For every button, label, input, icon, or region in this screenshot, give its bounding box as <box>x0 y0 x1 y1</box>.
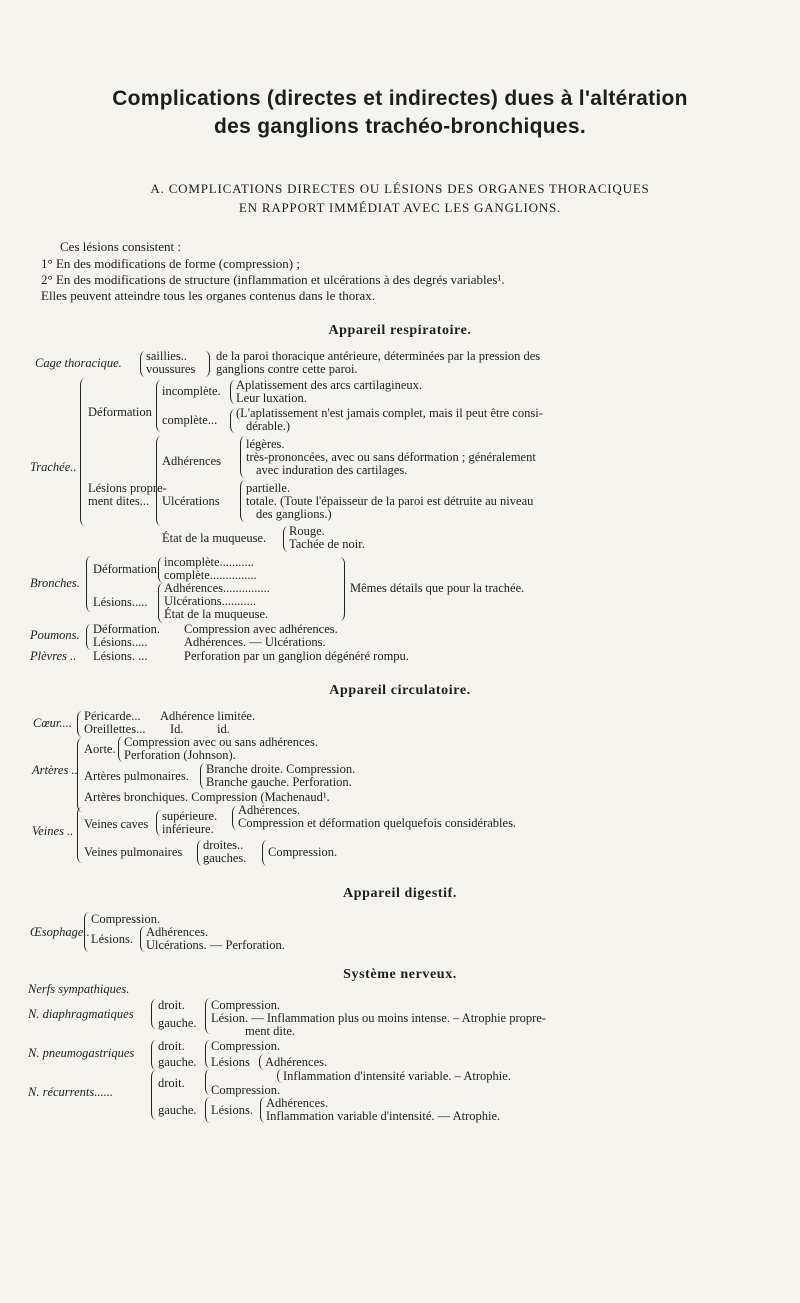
droites: droites.. <box>203 838 244 852</box>
brace <box>259 1054 264 1070</box>
label-nerfs-sympathiques: Nerfs sympathiques. <box>28 982 130 996</box>
recurrents-adherences: Adhérences. <box>266 1096 329 1110</box>
trachee-ulcerations: Ulcérations <box>162 494 220 508</box>
bronches-deformation: Déformation <box>93 562 157 576</box>
recurrents-lesions: Lésions. <box>211 1103 254 1117</box>
bronches-ulcerations: Ulcérations........... <box>164 594 256 608</box>
label-cage-thoracique: Cage thoracique. <box>35 356 122 370</box>
pneumo-compression: Compression. <box>211 1039 281 1053</box>
diaphrag-compression: Compression. <box>211 998 281 1012</box>
label-n-diaphragmatiques: N. diaphragmatiques <box>28 1007 134 1021</box>
brace <box>205 1069 210 1095</box>
brace <box>232 806 237 830</box>
idem-1: Id. <box>170 722 184 736</box>
aplatissement-2a: (L'aplatissement n'est jamais complet, mais il peut être consi- <box>236 406 543 420</box>
pneumo-lesions: Lésions <box>211 1055 250 1069</box>
pneumo-adherences: Adhérences. <box>265 1055 328 1069</box>
label-oesophage: Œsophage.. <box>30 925 90 939</box>
branche-gauche: Branche gauche. Perforation. <box>206 775 352 789</box>
recurrents-gauche: gauche. <box>158 1103 197 1117</box>
plevres-lesions: Lésions. ... <box>93 649 148 663</box>
label-n-pneumogastriques: N. pneumogastriques <box>28 1046 135 1060</box>
oesophage-lesions: Lésions. <box>91 932 134 946</box>
diaphrag-gauche: gauche. <box>158 1016 197 1030</box>
pneumo-droit: droit. <box>158 1039 185 1053</box>
lesions-propre-a: Lésions propre- <box>88 481 167 495</box>
pneumo-gauche: gauche. <box>158 1055 197 1069</box>
brace <box>77 807 82 863</box>
brace <box>200 763 205 789</box>
recurrents-compression: Compression. <box>211 1083 281 1097</box>
label-plevres: Plèvres .. <box>30 649 77 663</box>
trachee-deformation: Déformation <box>88 405 152 419</box>
idem-2: id. <box>217 722 230 736</box>
label-arteres: Artères .. <box>32 763 78 777</box>
intro-line-2: 1° En des modifications de forme (compression) ; <box>41 256 300 271</box>
aplatissement-2b: dérable.) <box>246 419 291 433</box>
recurrents-droit: droit. <box>158 1076 185 1090</box>
brace <box>205 1097 210 1123</box>
voussures: voussures <box>146 362 196 376</box>
diaphrag-droit: droit. <box>158 998 185 1012</box>
veines-compression: Compression et déformation quelquefois considérables. <box>238 816 517 830</box>
veines-pulmonaires: Veines pulmonaires <box>84 845 183 859</box>
recurrents-inflammation: Inflammation d'intensité variable. – Atrophie. <box>283 1069 511 1083</box>
arteres-bronchiques: Artères bronchiques. Compression (Machenaud¹. <box>84 790 330 804</box>
tres-prononcees-b: avec induration des cartilages. <box>256 463 408 477</box>
intro-line-3: 2° En des modifications de structure (inflammation et ulcérations à des degrés variables¹. <box>41 272 505 287</box>
poumons-deformation: Déformation. <box>93 622 160 636</box>
brace <box>140 926 145 952</box>
gauches: gauches. <box>203 851 247 865</box>
bronches-adherences: Adhérences............... <box>164 581 270 595</box>
oesophage-compression: Compression. <box>91 912 161 926</box>
tachee-de-noir: Tachée de noir. <box>289 537 365 551</box>
brace <box>158 557 163 583</box>
brace <box>151 1070 156 1120</box>
arteres-pulmonaires: Artères pulmonaires. <box>84 769 189 783</box>
etat-muqueuse: État de la muqueuse. <box>162 531 267 545</box>
saillies: saillies.. <box>146 349 187 363</box>
poumons-adherences: Adhérences. — Ulcérations. <box>184 635 326 649</box>
heading-digestif: Appareil digestif. <box>343 886 457 901</box>
brace <box>262 840 267 866</box>
heading-nerveux: Système nerveux. <box>343 967 457 982</box>
brace <box>156 810 161 836</box>
brace <box>230 409 235 433</box>
memes-details: Mêmes détails que pour la trachée. <box>350 581 525 595</box>
page-title-line-1: Complications (directes et indirectes) dues à l'altération <box>112 87 688 110</box>
branche-droite: Branche droite. Compression. <box>206 762 356 776</box>
heading-respiratoire: Appareil respiratoire. <box>328 323 472 338</box>
luxation: Leur luxation. <box>236 391 307 405</box>
adherence-limitee: Adhérence limitée. <box>160 709 256 723</box>
bronches-lesions: Lésions..... <box>93 595 148 609</box>
brace <box>151 1040 156 1070</box>
brace <box>156 380 161 432</box>
intro-line-4: Elles peuvent atteindre tous les organes contenus dans le thorax. <box>41 288 376 303</box>
aplatissement: Aplatissement des arcs cartilagineux. <box>236 378 423 392</box>
brace <box>158 583 163 623</box>
veines-caves: Veines caves <box>84 817 149 831</box>
bronches-complete: complète............... <box>164 568 257 582</box>
brace <box>283 526 288 552</box>
brace <box>84 912 89 952</box>
brace <box>240 480 245 522</box>
oesophage-adherences: Adhérences. <box>146 925 209 939</box>
brace <box>240 436 245 478</box>
brace <box>260 1097 265 1123</box>
cage-text-1: de la paroi thoracique antérieure, déterminées par la pression des <box>216 349 541 363</box>
oreillettes: Oreillettes... <box>84 722 146 736</box>
cage-text-2: ganglions contre cette paroi. <box>216 362 358 376</box>
brace <box>156 436 161 526</box>
brace <box>230 380 235 404</box>
totale-a: totale. (Toute l'épaisseur de la paroi est détruite au niveau <box>246 494 534 508</box>
brace <box>118 736 123 762</box>
inferieure: inférieure. <box>162 822 214 836</box>
legeres: légères. <box>246 437 285 451</box>
totale-b: des ganglions.) <box>256 507 332 521</box>
pericarde: Péricarde... <box>84 709 141 723</box>
trachee-complete: complète... <box>162 413 218 427</box>
superieure: supérieure. <box>162 809 218 823</box>
brace <box>205 351 210 377</box>
label-trachee: Trachée.. <box>30 460 77 474</box>
intro-line-1: Ces lésions consistent : <box>60 239 181 254</box>
heading-circulatoire: Appareil circulatoire. <box>329 683 471 698</box>
brace <box>77 738 82 812</box>
brace <box>340 557 345 621</box>
label-bronches: Bronches. <box>30 576 80 590</box>
oesophage-ulcerations: Ulcérations. — Perforation. <box>146 938 285 952</box>
aorte: Aorte. <box>84 742 116 756</box>
brace <box>140 351 145 377</box>
label-coeur: Cœur.... <box>33 716 72 730</box>
brace <box>277 1069 282 1083</box>
trachee-incomplete: incomplète. <box>162 384 221 398</box>
brace <box>86 556 91 612</box>
brace <box>205 1040 210 1068</box>
veines-adherences: Adhérences. <box>238 803 301 817</box>
veines-pulm-compression: Compression. <box>268 845 338 859</box>
tres-prononcees-a: très-prononcées, avec ou sans déformation ; généralement <box>246 450 536 464</box>
brace <box>151 999 156 1029</box>
label-poumons: Poumons. <box>30 628 80 642</box>
recurrents-inflammation-2: Inflammation variable d'intensité. — Atrophie. <box>266 1109 501 1123</box>
label-veines: Veines .. <box>32 824 74 838</box>
section-a-heading-line-1: A. COMPLICATIONS DIRECTES OU LÉSIONS DES ORGANES THORACIQUES <box>150 181 650 196</box>
plevres-perforation: Perforation par un ganglion dégénéré rompu. <box>184 649 409 663</box>
brace <box>197 840 202 866</box>
poumons-lesions: Lésions..... <box>93 635 148 649</box>
diaphrag-lesion-b: ment dite. <box>245 1024 295 1038</box>
lesions-propre-b: ment dites... <box>88 494 150 508</box>
trachee-adherences: Adhérences <box>162 454 221 468</box>
brace <box>80 378 85 526</box>
bronches-incomplete: incomplète........... <box>164 555 254 569</box>
label-n-recurrents: N. récurrents...... <box>28 1085 113 1099</box>
poumons-compression: Compression avec adhérences. <box>184 622 338 636</box>
aorte-perforation: Perforation (Johnson). <box>124 748 236 762</box>
section-a-heading-line-2: EN RAPPORT IMMÉDIAT AVEC LES GANGLIONS. <box>238 200 562 215</box>
page-title-line-2: des ganglions trachéo-bronchiques. <box>214 115 586 138</box>
rouge: Rouge. <box>289 524 325 538</box>
aorte-compression: Compression avec ou sans adhérences. <box>124 735 319 749</box>
brace <box>77 711 82 737</box>
partielle: partielle. <box>246 481 291 495</box>
diaphrag-lesion-a: Lésion. — Inflammation plus ou moins intense. – Atrophie propre- <box>211 1011 547 1025</box>
bronches-etat: État de la muqueuse. <box>164 607 269 621</box>
brace <box>86 624 91 650</box>
brace <box>205 998 210 1034</box>
